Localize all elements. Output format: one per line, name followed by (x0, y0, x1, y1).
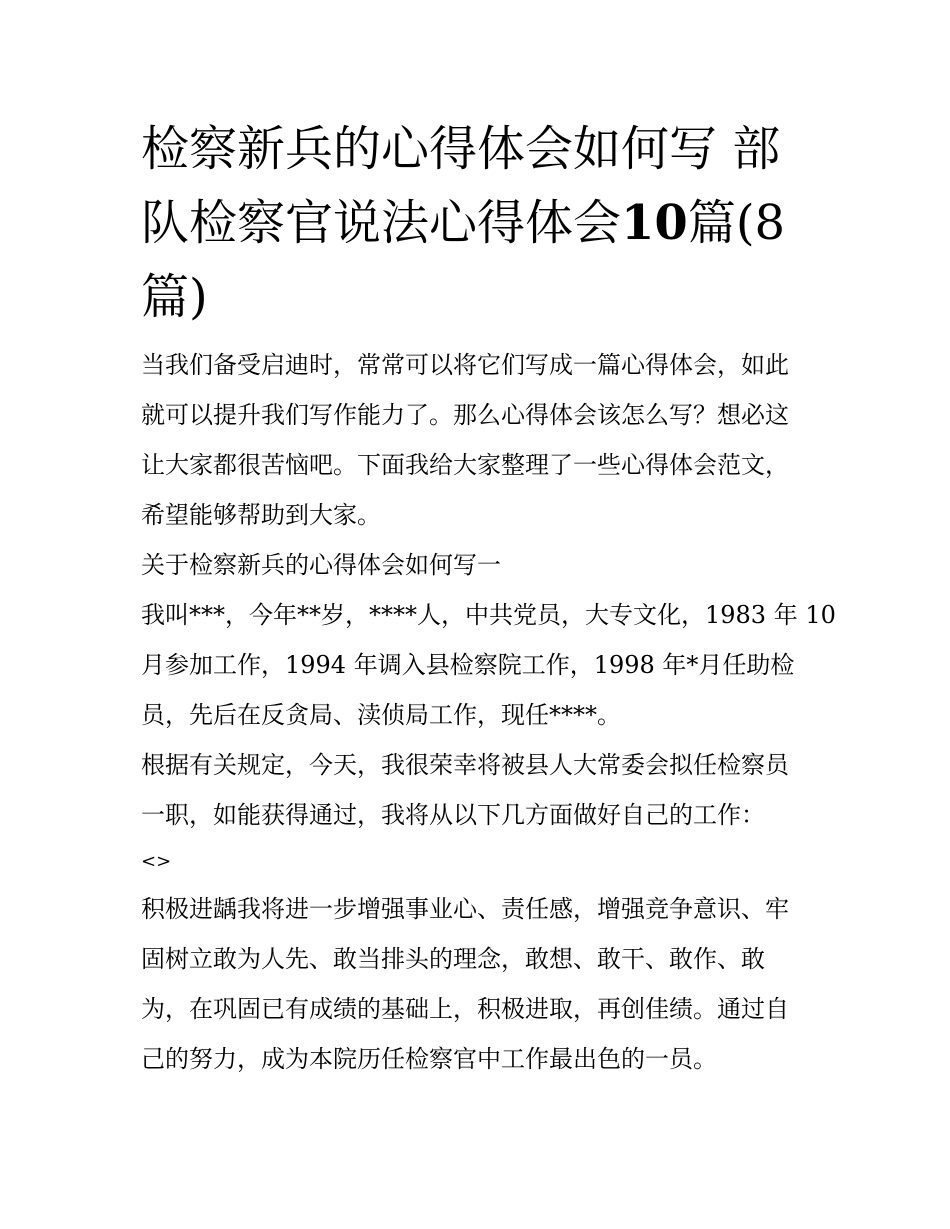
title-line-3: 篇) (141, 269, 208, 325)
document-title (141, 112, 813, 334)
title-line-1: 检察新兵的心得体会如何写 部 (141, 121, 781, 177)
intro-line: 让大家都很苦恼吧。下面我给大家整理了一些心得体会范文， (141, 451, 789, 479)
marker-text: <> (141, 851, 172, 872)
bio-paragraph (141, 590, 836, 740)
intro-line: 当我们备受启迪时，常常可以将它们写成一篇心得体会，如此 (141, 351, 789, 379)
intro-paragraph (141, 340, 813, 540)
pledge-line: 积极进龋我将进一步增强事业心、责任感，增强竞争意识、牢 (141, 895, 789, 923)
bio-line: 我叫***，今年**岁，****人，中共党员，大专文化，1983 年 10 (141, 601, 836, 629)
intro-line: 就可以提升我们写作能力了。那么心得体会该怎么写？想必这 (141, 401, 789, 429)
pledge-line: 为，在巩固已有成绩的基础上，积极进取，再创佳绩。通过自 (141, 995, 789, 1023)
statement-line: 根据有关规定，今天，我很荣幸将被县人大常委会拟任检察员 (141, 751, 789, 779)
pledge-paragraph (141, 884, 813, 1084)
title-line-2-number: 10 (621, 195, 688, 251)
title-line-2-suffix: 篇(8 (687, 195, 786, 251)
pledge-line: 己的努力，成为本院历任检察官中工作最出色的一员。 (141, 1045, 717, 1073)
section-heading (141, 540, 813, 590)
bio-line: 月参加工作，1994 年调入县检察院工作，1998 年*月任助检 (141, 651, 795, 679)
statement-paragraph (141, 740, 813, 840)
intro-line: 希望能够帮助到大家。 (141, 501, 381, 529)
section-heading-text: 关于检察新兵的心得体会如何写一 (141, 551, 501, 579)
statement-line: 一职，如能获得通过，我将从以下几方面做好自己的工作： (141, 801, 765, 829)
title-line-2-prefix: 队检察官说法心得体会 (141, 195, 622, 251)
document-page (141, 112, 836, 1084)
marker-paragraph (141, 840, 813, 884)
bio-line: 员，先后在反贪局、渎侦局工作，现任****。 (141, 701, 621, 729)
pledge-line: 固树立敢为人先、敢当排头的理念，敢想、敢干、敢作、敢 (141, 945, 765, 973)
title-line-2 (141, 186, 813, 260)
